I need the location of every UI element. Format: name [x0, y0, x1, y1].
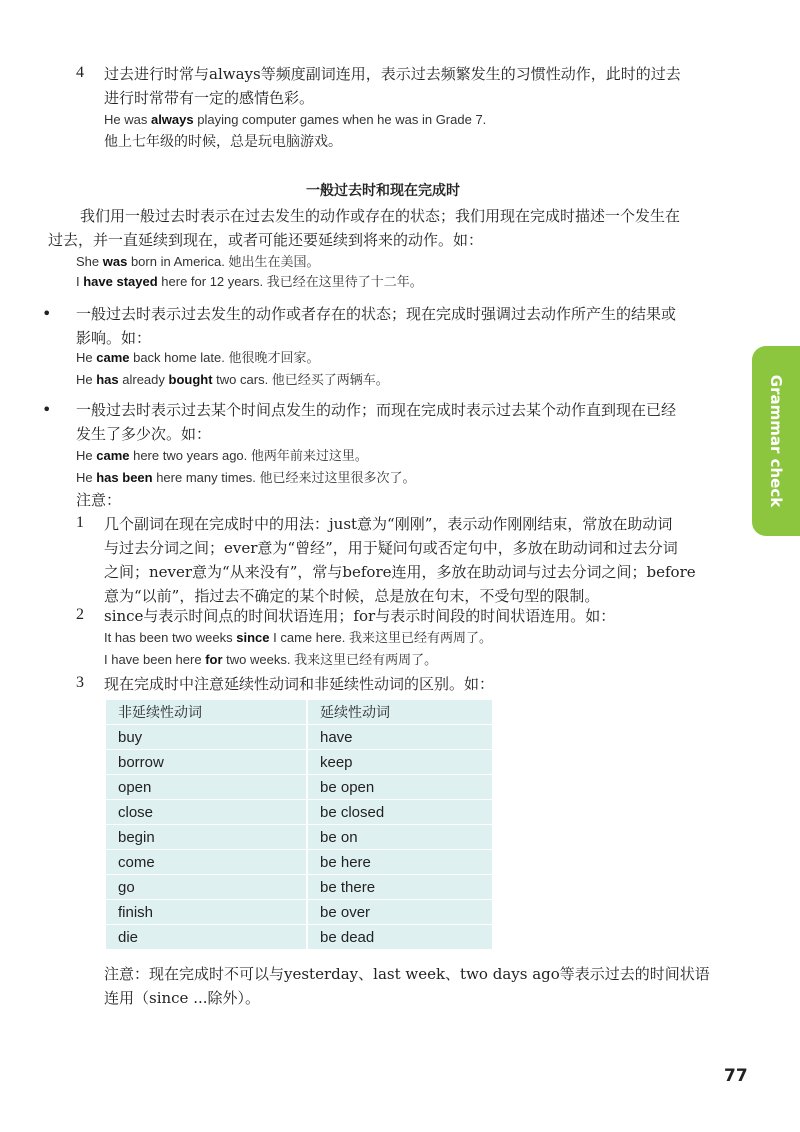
- note3-line1: 现在完成时中注意延续性动词和非延续性动词的区别。如：: [104, 675, 495, 693]
- page-number: 77: [724, 1066, 748, 1086]
- bullet2-line1: 一般过去时表示过去某个时间点发生的动作；而现在完成时表示过去某个动作直到现在已经: [76, 401, 677, 419]
- table-cell: be there: [307, 875, 492, 900]
- table-cell: be over: [307, 900, 492, 925]
- intro-line2: 过去，并一直延续到现在，或者可能还要延续到将来的动作。如：: [48, 231, 484, 249]
- table-row: [106, 800, 492, 825]
- note1-line4: 意为“以前”，指过去不确定的某个时候，总是放在句末，不受句型的限制。: [104, 587, 600, 605]
- note-label: 注意：: [76, 491, 122, 509]
- note2-line1: since与表示时间点的时间状语连用；for与表示时间段的时间状语连用。如：: [104, 607, 616, 625]
- table-cell: open: [106, 775, 307, 800]
- table-cell: be open: [307, 775, 492, 800]
- table-cell: die: [106, 925, 307, 950]
- table-cell: go: [106, 875, 307, 900]
- note2-example2: I have been here for two weeks. 我来这里已经有两周了。: [104, 652, 438, 667]
- table-cell: buy: [106, 725, 307, 750]
- table-cell: be dead: [307, 925, 492, 950]
- item4-text-line2: 进行时常带有一定的感情色彩。: [104, 89, 315, 107]
- section-title: 一般过去时和现在完成时: [306, 183, 460, 199]
- intro-example2: I have stayed here for 12 years. 我已经在这里待了十二年。: [76, 274, 423, 289]
- table-header-cell: 非延续性动词: [106, 700, 307, 725]
- bullet2-example2: He has been here many times. 他已经来过这里很多次了。: [76, 470, 416, 485]
- item4-example-translation: 他上七年级的时候，总是玩电脑游戏。: [104, 134, 342, 150]
- bullet-icon: •: [42, 400, 52, 419]
- note1-line2: 与过去分词之间；ever意为“曾经”，用于疑问句或否定句中，多放在助动词和过去分词: [104, 539, 678, 557]
- bullet2-line2: 发生了多少次。如：: [76, 425, 212, 443]
- note2-example1: It has been two weeks since I came here. 我来这里已经有两周了。: [104, 630, 492, 645]
- verb-table: [106, 700, 492, 950]
- table-cell: finish: [106, 900, 307, 925]
- intro-example1: She was born in America. 她出生在美国。: [76, 254, 320, 269]
- grammar-check-tab: [752, 346, 800, 536]
- table-cell: have: [307, 725, 492, 750]
- table-header-row: [106, 700, 492, 725]
- item4-text-line1: 过去进行时常与always等频度副词连用，表示过去频繁发生的习惯性动作，此时的过去: [104, 65, 681, 83]
- note-number: 2: [76, 606, 84, 623]
- table-row: [106, 900, 492, 925]
- intro-line1: 我们用一般过去时表示在过去发生的动作或存在的状态；我们用现在完成时描述一个发生在: [80, 207, 681, 225]
- table-cell: be closed: [307, 800, 492, 825]
- bullet1-line2: 影响。如：: [76, 329, 152, 347]
- note1-line1: 几个副词在现在完成时中的用法：just意为“刚刚”，表示动作刚刚结束，常放在助动词: [104, 515, 673, 533]
- bullet1-example1: He came back home late. 他很晚才回家。: [76, 350, 320, 365]
- table-cell: begin: [106, 825, 307, 850]
- table-row: [106, 725, 492, 750]
- table-row: [106, 775, 492, 800]
- bullet2-example1: He came here two years ago. 他两年前来过这里。: [76, 448, 368, 463]
- table-row: [106, 875, 492, 900]
- item-number: 4: [76, 64, 84, 81]
- final-note-line2: 连用（since ...除外）。: [104, 989, 261, 1007]
- table-cell: close: [106, 800, 307, 825]
- table-cell: borrow: [106, 750, 307, 775]
- table-header-cell: 延续性动词: [307, 700, 492, 725]
- table-row: [106, 750, 492, 775]
- bullet-icon: •: [42, 304, 52, 323]
- note-number: 1: [76, 514, 84, 531]
- bullet1-example2: He has already bought two cars. 他已经买了两辆车。: [76, 372, 389, 387]
- final-note-line1: 注意：现在完成时不可以与yesterday、last week、two days ago等表示过去的时间状语: [104, 965, 710, 983]
- tab-label: Grammar check: [767, 374, 785, 508]
- note1-line3: 之间；never意为“从来没有”，常与before连用，多放在助动词与过去分词之间；before: [104, 563, 696, 581]
- table-row: [106, 825, 492, 850]
- item4-example: He was always playing computer games when he was in Grade 7.: [104, 112, 487, 127]
- table-cell: come: [106, 850, 307, 875]
- table-cell: be here: [307, 850, 492, 875]
- table-row: [106, 850, 492, 875]
- table-cell: be on: [307, 825, 492, 850]
- table-row: [106, 925, 492, 950]
- bullet1-line1: 一般过去时表示过去发生的动作或者存在的状态；现在完成时强调过去动作所产生的结果或: [76, 305, 677, 323]
- note-number: 3: [76, 674, 84, 691]
- table-cell: keep: [307, 750, 492, 775]
